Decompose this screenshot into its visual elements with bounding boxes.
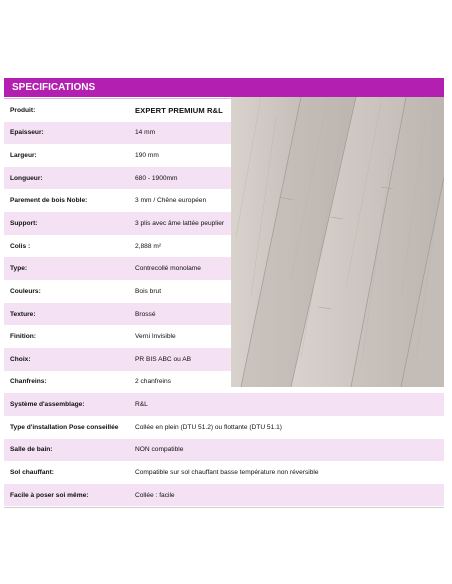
spec-label: Salle de bain: — [10, 446, 53, 454]
spec-value: NON compatible — [135, 446, 184, 454]
spec-label: Produit: — [10, 106, 36, 114]
spec-row-assemblage — [4, 393, 444, 416]
bottom-divider — [4, 507, 444, 508]
spec-label: Texture: — [10, 310, 36, 318]
spec-label: Facile à poser soi même: — [10, 491, 89, 499]
spec-label: Choix: — [10, 355, 31, 363]
spec-value: Collée en plein (DTU 51.2) ou flottante (DTU 51.1) — [135, 423, 282, 431]
spec-label: Chanfreins: — [10, 378, 47, 386]
spec-label: Longueur: — [10, 174, 43, 182]
spec-label: Parement de bois Noble: — [10, 197, 88, 205]
spec-label: Système d'assemblage: — [10, 401, 85, 409]
spec-row-salle-de-bain — [4, 439, 444, 462]
specifications-header: SPECIFICATIONS — [4, 78, 444, 97]
wood-planks-illustration — [231, 97, 444, 387]
spec-label: Colis : — [10, 242, 31, 250]
spec-label: Finition: — [10, 333, 36, 341]
spec-value: PR BIS ABC ou AB — [135, 355, 192, 363]
spec-label: Support: — [10, 219, 38, 227]
spec-label: Type: — [10, 265, 28, 273]
spec-value: Contrecollé monolame — [135, 265, 201, 273]
spec-value: Collée : facile — [135, 491, 175, 499]
spec-label: Couleurs: — [10, 287, 41, 295]
spec-value: 2 chanfreins — [135, 378, 171, 386]
spec-value: 3 mm / Chêne européen — [135, 197, 207, 205]
spec-row-sol-chauffant — [4, 461, 444, 484]
spec-value: Bois brut — [135, 287, 162, 295]
spec-value: R&L — [135, 401, 148, 409]
spec-value: Compatible sur sol chauffant basse température non réversible — [135, 469, 319, 476]
spec-row-installation — [4, 416, 444, 439]
spec-value: Brossé — [135, 310, 156, 318]
spec-value: 2,888 m² — [135, 242, 162, 250]
spec-value: 3 plis avec âme lattée peuplier — [135, 219, 225, 227]
spec-value: Verni Invisible — [135, 333, 176, 341]
spec-label: Largeur: — [10, 152, 37, 160]
spec-value: 190 mm — [135, 152, 159, 160]
spec-label: Sol chauffant: — [10, 469, 54, 476]
spec-value: 680 - 1900mm — [135, 174, 178, 182]
wood-floor-photo — [231, 97, 444, 387]
spec-value: EXPERT PREMIUM R&L — [135, 105, 223, 115]
spec-value: 14 mm — [135, 129, 156, 137]
spec-label: Epaisseur: — [10, 129, 44, 137]
spec-label: Type d'installation Pose conseillée — [10, 423, 119, 431]
spec-row-facile — [4, 484, 444, 507]
